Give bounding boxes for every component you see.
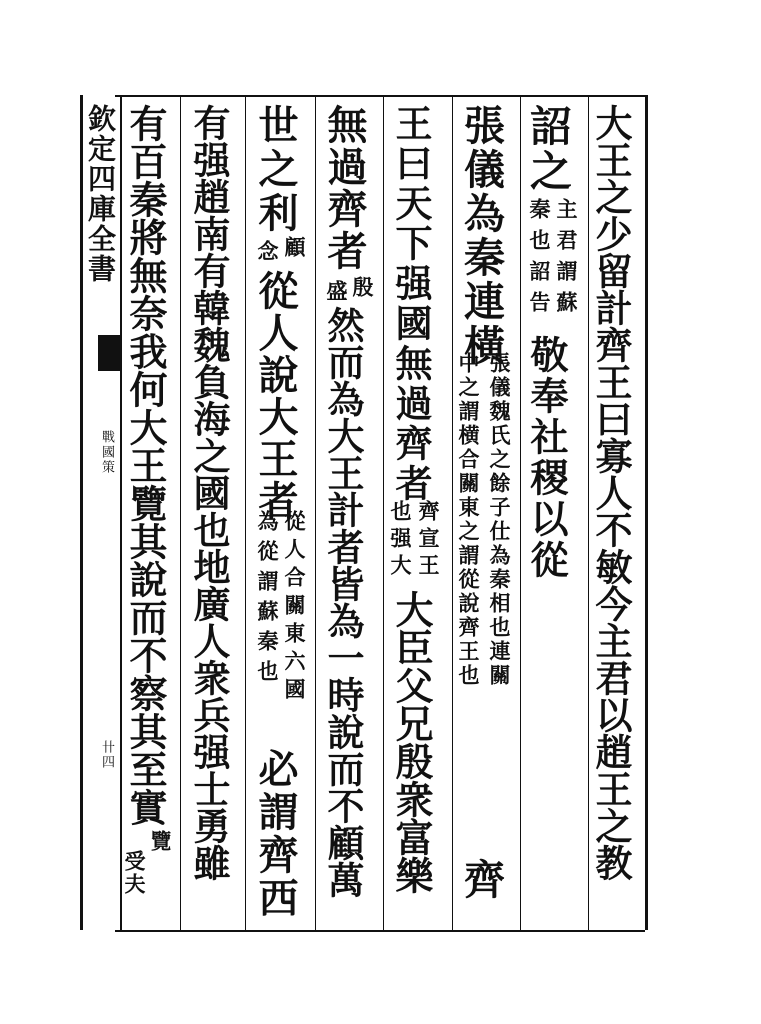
annotation-6b: 念 [255, 240, 280, 270]
annotation-6d: 為從謂蘇秦也 [255, 510, 280, 690]
annotation-8a: 覽 [148, 830, 173, 860]
text-column-7: 有强趙南有韓魏負海之國也地廣人衆兵强士勇雖 [187, 104, 231, 881]
frame-bottom-rule [115, 930, 645, 932]
text-column-6-top: 世之利 [252, 104, 299, 236]
column-divider [520, 95, 521, 930]
frame-right-border [645, 95, 648, 930]
annotation-5b: 盛 [324, 280, 349, 310]
text-column-2-top: 詔之 [524, 104, 573, 194]
text-column-5-bottom: 然而為大王計者皆為一時說而不顧萬 [321, 306, 365, 898]
text-column-5-top: 無過齊者 [321, 104, 368, 272]
text-column-8-top: 有百秦將無奈我何大王覽其說而不察其至實 [123, 104, 168, 826]
fold-rule [120, 95, 122, 930]
annotation-4b: 也强大 [388, 500, 413, 581]
annotation-4a: 齊宣王 [416, 500, 441, 581]
margin-book-title: 戰國策 [99, 430, 114, 475]
text-column-6-mid: 從人說大王者 [252, 270, 299, 522]
frame-top-rule [115, 95, 645, 97]
annotation-5a: 殷 [350, 276, 375, 306]
margin-fishtail-mark [98, 335, 122, 371]
text-column-4-bottom: 大臣父兄殷衆富樂 [389, 590, 434, 894]
annotation-6c: 從人合關東六國 [282, 510, 307, 706]
column-divider [315, 95, 316, 930]
annotation-3b: 中之謂横合關東之謂從說齊王也 [456, 352, 481, 688]
column-divider [383, 95, 384, 930]
annotation-2b: 秦也詔告 [527, 198, 552, 322]
column-divider [245, 95, 246, 930]
annotation-3a: 張儀魏氏之餘子仕為秦相也連關 [487, 352, 512, 688]
text-column-4-top: 王曰天下强國無過齊者 [389, 104, 433, 504]
text-column-3-top: 張儀為秦連橫 [457, 104, 505, 368]
margin-title: 欽定四庫全書 [84, 104, 117, 284]
text-column-3-bottom: 齊 [457, 858, 505, 902]
margin-page-number: 卄四 [99, 740, 114, 770]
annotation-2a: 主君謂蘇 [554, 198, 579, 322]
frame-left-border [80, 95, 83, 930]
text-column-6-bottom: 必謂齊西 [252, 748, 299, 920]
column-divider [452, 95, 453, 930]
column-divider [180, 95, 181, 930]
text-column-2-bottom: 敬奉社稷以從 [524, 335, 569, 581]
text-column-1: 大王之少留計齊王曰寡人不敏今主君以趙王之教 [589, 104, 633, 881]
annotation-8b: 受夫 [122, 850, 147, 896]
annotation-6a: 顧 [282, 236, 307, 266]
